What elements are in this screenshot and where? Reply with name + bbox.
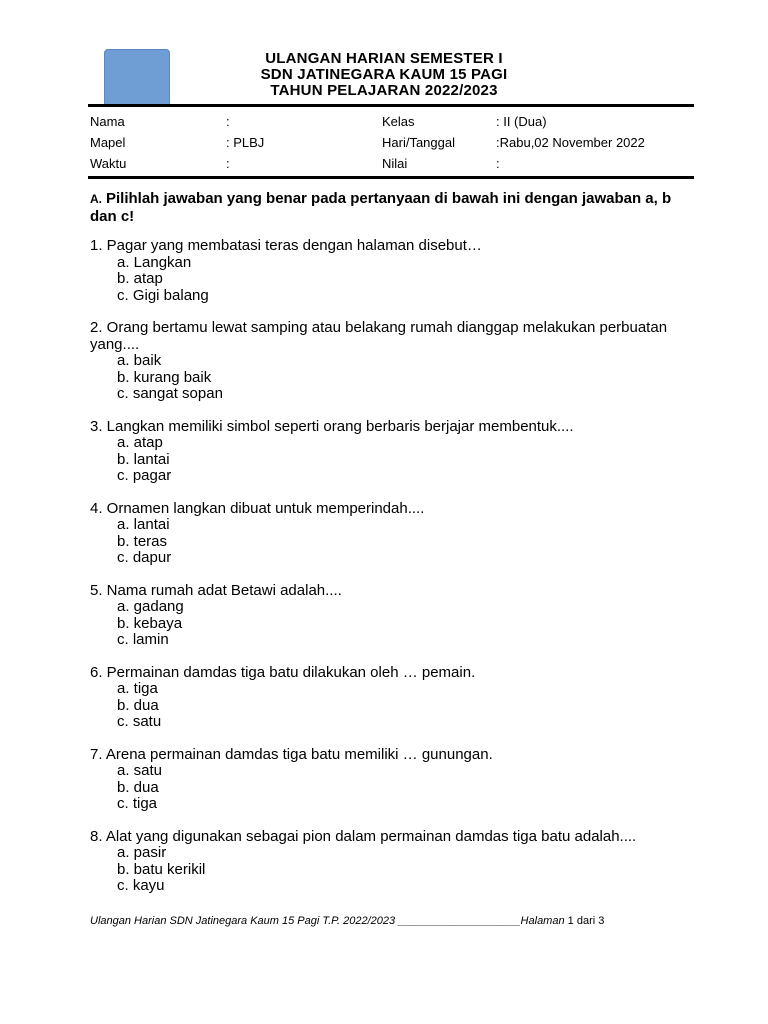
question-8 (90, 829, 690, 895)
option-a: a. atap (117, 434, 163, 451)
question-list (90, 238, 690, 911)
page-number: 1 (567, 915, 574, 927)
question-6 (90, 665, 690, 731)
option-b: b. dua (117, 778, 159, 796)
option-c: c. satu (117, 713, 162, 730)
info-row-nama (90, 111, 690, 132)
label-mapel: Mapel (90, 135, 126, 150)
option-c: c. kayu (117, 877, 165, 894)
option-b: b. kebaya (117, 614, 183, 632)
label-nilai: Nilai (382, 156, 408, 171)
student-info-table (90, 111, 690, 174)
question-text: 3. Langkan memiliki simbol seperti orang berbaris berjajar membentuk.... (90, 417, 574, 435)
question-5 (90, 583, 690, 649)
question-text: 8. Alat yang digunakan sebagai pion dalam permainan damdas tiga batu adalah.... (90, 827, 637, 845)
page-of-label: dari (576, 915, 596, 927)
option-c: c. sangat sopan (117, 385, 223, 402)
option-a: a. Langkan (117, 253, 192, 271)
label-kelas: Kelas (382, 114, 415, 129)
option-b: b. atap (117, 270, 163, 287)
option-c: c. tiga (117, 795, 158, 812)
value-hari-tanggal: :Rabu,02 November 2022 (496, 135, 645, 150)
question-2 (90, 320, 690, 403)
option-b: b. lantai (117, 450, 170, 468)
question-text: 5. Nama rumah adat Betawi adalah.... (90, 581, 342, 599)
instruction-text: Pilihlah jawaban yang benar pada pertanyaan di bawah ini dengan jawaban a, b dan c! (90, 190, 672, 225)
question-1 (90, 238, 690, 304)
instruction (90, 190, 690, 225)
option-b: b. dua (117, 696, 159, 714)
option-c: c. dapur (117, 549, 172, 566)
option-c: c. Gigi balang (117, 286, 209, 304)
question-text: 6. Permainan damdas tiga batu dilakukan oleh … pemain. (90, 663, 476, 681)
option-b: b. kurang baik (117, 368, 212, 386)
footer-text: Ulangan Harian SDN Jatinegara Kaum 15 Pagi T.P. 2022/2023 ____________________Halaman (90, 915, 565, 927)
question-text: 2. Orang bertamu lewat samping atau belakang rumah dianggap melakukan perbuatan yang.... (90, 319, 668, 353)
option-b: b. teras (117, 532, 168, 550)
section-marker: A. (90, 192, 102, 206)
header-top-rule (88, 104, 694, 107)
page-total: 3 (598, 915, 605, 927)
label-hari-tanggal: Hari/Tanggal (382, 135, 455, 150)
question-text: 1. Pagar yang membatasi teras dengan halaman disebut… (90, 237, 482, 254)
value-waktu: : (226, 156, 230, 171)
value-mapel: : PLBJ (226, 135, 265, 150)
question-7 (90, 747, 690, 813)
option-a: a. lantai (117, 516, 170, 533)
info-row-mapel (90, 132, 690, 153)
question-text: 7. Arena permainan damdas tiga batu memiliki … gunungan. (90, 745, 493, 763)
academic-year: TAHUN PELAJARAN 2022/2023 (270, 82, 498, 99)
school-name: SDN JATINEGARA KAUM 15 PAGI (260, 66, 508, 83)
value-nilai: : (496, 156, 500, 171)
option-a: a. satu (117, 762, 163, 779)
value-nama: : (226, 114, 230, 129)
value-kelas: : II (Dua) (496, 114, 547, 129)
option-a: a. gadang (117, 598, 184, 615)
exam-title: ULANGAN HARIAN SEMESTER I (265, 50, 503, 67)
option-c: c. lamin (117, 631, 169, 648)
question-text: 4. Ornamen langkan dibuat untuk memperindah.... (90, 499, 425, 517)
question-4 (90, 501, 690, 567)
option-a: a. baik (117, 352, 162, 369)
label-waktu: Waktu (90, 156, 127, 171)
option-a: a. tiga (117, 680, 158, 697)
label-nama: Nama (90, 114, 125, 129)
option-a: a. pasir (117, 844, 167, 861)
question-3 (90, 419, 690, 485)
info-row-waktu (90, 153, 690, 174)
header-bottom-rule (88, 176, 694, 179)
option-c: c. pagar (117, 467, 172, 484)
page-footer (90, 915, 690, 927)
option-b: b. batu kerikil (117, 860, 206, 878)
